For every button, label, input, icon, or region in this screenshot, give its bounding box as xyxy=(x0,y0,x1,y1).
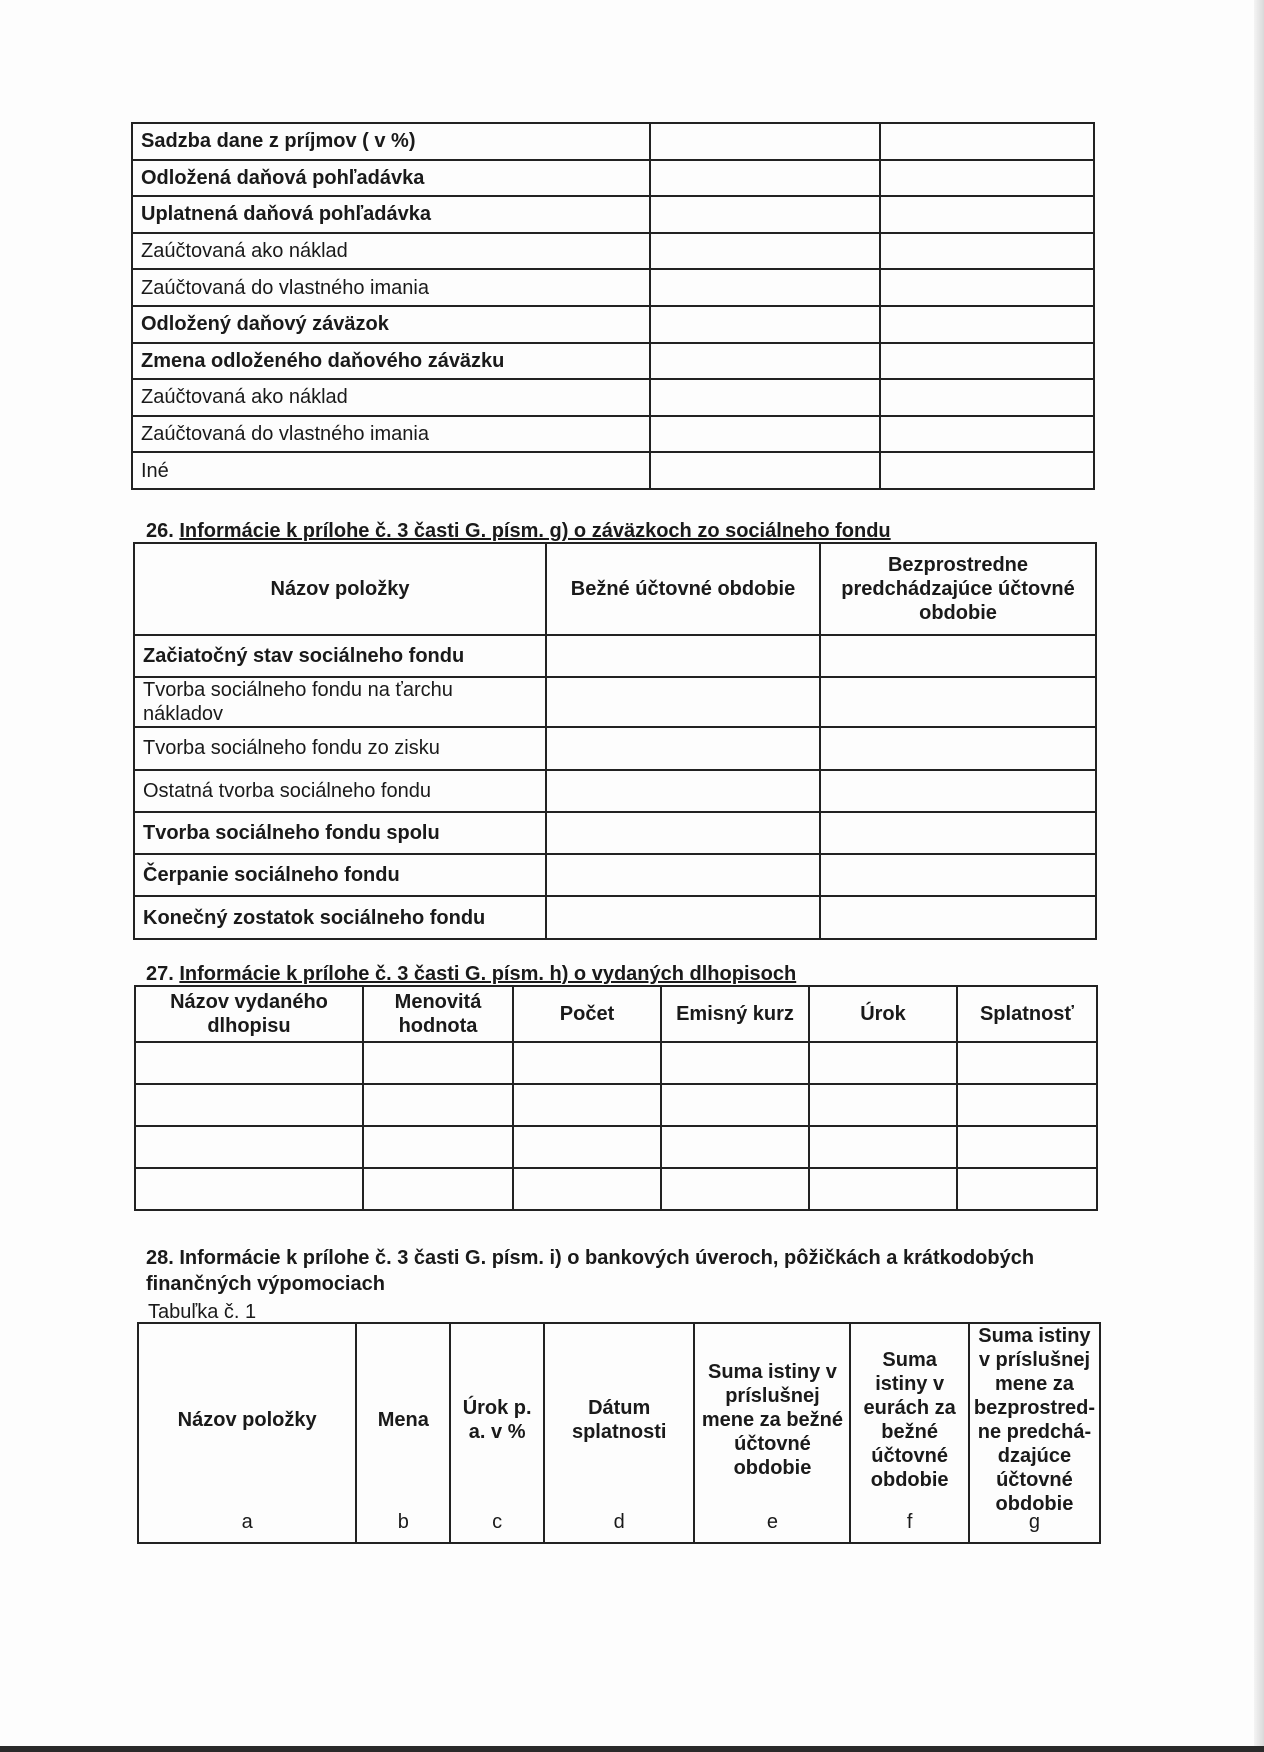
tax-previous-value-cell[interactable] xyxy=(880,269,1094,306)
loans-header-cell xyxy=(138,1323,356,1543)
section-26-number: 26. xyxy=(146,520,174,542)
tax-row xyxy=(132,233,1094,270)
loans-header-text: Suma istiny v príslušnej mene za bezprostred-ne predchá-dzajúce účtovné obdobie xyxy=(973,1325,1095,1515)
section-26-heading xyxy=(146,520,891,543)
bond-row xyxy=(135,1042,1097,1084)
loans-column-letter: b xyxy=(397,1511,409,1533)
tax-row-label: Odložená daňová pohľadávka xyxy=(132,160,650,197)
loans-header-cell xyxy=(969,1323,1100,1543)
bond-cell[interactable] xyxy=(513,1126,661,1168)
tax-row-label: Zmena odloženého daňového záväzku xyxy=(132,343,650,380)
header-item-name: Názov položky xyxy=(134,543,546,635)
tax-row xyxy=(132,269,1094,306)
loans-header-text: Mena xyxy=(377,1409,429,1431)
tax-current-value-cell[interactable] xyxy=(650,306,880,343)
social-previous-value-cell[interactable] xyxy=(820,770,1096,812)
social-fund-row xyxy=(134,677,1096,727)
tax-row xyxy=(132,452,1094,489)
bond-row xyxy=(135,1168,1097,1210)
tax-previous-value-cell[interactable] xyxy=(880,233,1094,270)
bond-cell[interactable] xyxy=(809,1084,957,1126)
bond-cell[interactable] xyxy=(661,1126,809,1168)
tax-current-value-cell[interactable] xyxy=(650,123,880,160)
loans-header-text: Dátum splatnosti xyxy=(571,1397,667,1443)
social-previous-value-cell[interactable] xyxy=(820,727,1096,769)
tax-current-value-cell[interactable] xyxy=(650,160,880,197)
tax-previous-value-cell[interactable] xyxy=(880,123,1094,160)
tax-previous-value-cell[interactable] xyxy=(880,196,1094,233)
social-previous-value-cell[interactable] xyxy=(820,896,1096,938)
social-current-value-cell[interactable] xyxy=(546,854,820,896)
loans-header-row xyxy=(138,1323,1100,1543)
social-current-value-cell[interactable] xyxy=(546,770,820,812)
tax-row-label: Zaúčtovaná ako náklad xyxy=(132,233,650,270)
social-current-value-cell[interactable] xyxy=(546,812,820,854)
tax-current-value-cell[interactable] xyxy=(650,269,880,306)
tax-previous-value-cell[interactable] xyxy=(880,379,1094,416)
bond-row xyxy=(135,1084,1097,1126)
bond-cell[interactable] xyxy=(513,1168,661,1210)
loans-column-letter: d xyxy=(613,1511,625,1533)
bonds-header-row xyxy=(135,986,1097,1042)
tax-previous-value-cell[interactable] xyxy=(880,306,1094,343)
social-fund-row xyxy=(134,770,1096,812)
social-fund-row-label: Tvorba sociálneho fondu zo zisku xyxy=(134,727,546,769)
loans-column-letter: e xyxy=(766,1511,779,1533)
bond-cell[interactable] xyxy=(957,1042,1097,1084)
section-27-title: Informácie k prílohe č. 3 časti G. písm. h) o vydaných dlhopisoch xyxy=(179,963,797,985)
tax-row xyxy=(132,160,1094,197)
loans-header-cell xyxy=(694,1323,850,1543)
tax-current-value-cell[interactable] xyxy=(650,379,880,416)
header-previous-period: Bezprostredne predchádzajúce účtovné obdobie xyxy=(820,543,1096,635)
bond-cell[interactable] xyxy=(513,1084,661,1126)
bond-cell[interactable] xyxy=(661,1042,809,1084)
loans-column-letter: a xyxy=(241,1511,253,1533)
bond-cell[interactable] xyxy=(661,1084,809,1126)
social-fund-row-label: Tvorba sociálneho fondu spolu xyxy=(134,812,546,854)
loans-column-letter: g xyxy=(1028,1511,1040,1533)
loans-table xyxy=(137,1322,1101,1544)
header-issue-rate: Emisný kurz xyxy=(661,986,809,1042)
header-bond-name: Názov vydaného dlhopisu xyxy=(135,986,363,1042)
social-previous-value-cell[interactable] xyxy=(820,677,1096,727)
social-fund-header-row xyxy=(134,543,1096,635)
bond-cell[interactable] xyxy=(363,1126,513,1168)
tax-current-value-cell[interactable] xyxy=(650,416,880,453)
header-nominal-value: Menovitá hodnota xyxy=(363,986,513,1042)
loans-column-letter: f xyxy=(906,1511,913,1533)
social-fund-row xyxy=(134,854,1096,896)
loans-header-text: Úrok p. a. v % xyxy=(462,1397,532,1443)
bond-cell[interactable] xyxy=(135,1168,363,1210)
section-28-number: 28. xyxy=(146,1247,174,1269)
section-26-title: Informácie k prílohe č. 3 časti G. písm. g) o záväzkoch zo sociálneho fondu xyxy=(179,520,891,542)
tax-row xyxy=(132,306,1094,343)
bond-cell[interactable] xyxy=(957,1084,1097,1126)
tax-row-label: Sadzba dane z príjmov ( v %) xyxy=(132,123,650,160)
tax-row-label: Zaúčtovaná do vlastného imania xyxy=(132,416,650,453)
tax-row xyxy=(132,343,1094,380)
social-current-value-cell[interactable] xyxy=(546,727,820,769)
tax-row-label: Uplatnená daňová pohľadávka xyxy=(132,196,650,233)
bond-cell[interactable] xyxy=(513,1042,661,1084)
bond-cell[interactable] xyxy=(363,1168,513,1210)
tax-row-label: Iné xyxy=(132,452,650,489)
social-fund-row-label: Konečný zostatok sociálneho fondu xyxy=(134,896,546,938)
bond-cell[interactable] xyxy=(363,1084,513,1126)
social-previous-value-cell[interactable] xyxy=(820,854,1096,896)
social-fund-row xyxy=(134,727,1096,769)
bond-cell[interactable] xyxy=(135,1084,363,1126)
tax-row xyxy=(132,123,1094,160)
tax-previous-value-cell[interactable] xyxy=(880,452,1094,489)
loans-header-cell xyxy=(850,1323,968,1543)
tax-current-value-cell[interactable] xyxy=(650,196,880,233)
page-bottom-edge xyxy=(0,1746,1264,1752)
social-current-value-cell[interactable] xyxy=(546,677,820,727)
tax-previous-value-cell[interactable] xyxy=(880,416,1094,453)
bond-cell[interactable] xyxy=(135,1126,363,1168)
header-count: Počet xyxy=(513,986,661,1042)
loans-header-cell xyxy=(450,1323,544,1543)
tax-row-label: Odložený daňový záväzok xyxy=(132,306,650,343)
tax-current-value-cell[interactable] xyxy=(650,343,880,380)
bond-cell[interactable] xyxy=(957,1168,1097,1210)
tax-previous-value-cell[interactable] xyxy=(880,343,1094,380)
table-label: Tabuľka č. 1 xyxy=(148,1301,257,1323)
loans-header-text: Suma istiny v príslušnej mene za bežné účtovné obdobie xyxy=(701,1361,844,1479)
loans-header-text: Názov položky xyxy=(177,1409,317,1431)
social-fund-row-label: Začiatočný stav sociálneho fondu xyxy=(134,635,546,677)
loans-header-cell xyxy=(544,1323,695,1543)
social-fund-row xyxy=(134,635,1096,677)
tax-row xyxy=(132,416,1094,453)
tax-previous-value-cell[interactable] xyxy=(880,160,1094,197)
bond-cell[interactable] xyxy=(135,1042,363,1084)
social-fund-row-label: Ostatná tvorba sociálneho fondu xyxy=(134,770,546,812)
deferred-tax-table xyxy=(131,122,1095,490)
social-current-value-cell[interactable] xyxy=(546,896,820,938)
social-fund-row xyxy=(134,812,1096,854)
tax-current-value-cell[interactable] xyxy=(650,233,880,270)
header-current-period: Bežné účtovné obdobie xyxy=(546,543,820,635)
bond-cell[interactable] xyxy=(661,1168,809,1210)
bond-cell[interactable] xyxy=(809,1168,957,1210)
section-27-heading xyxy=(146,963,796,986)
bond-cell[interactable] xyxy=(957,1126,1097,1168)
bond-cell[interactable] xyxy=(363,1042,513,1084)
header-interest: Úrok xyxy=(809,986,957,1042)
header-maturity: Splatnosť xyxy=(957,986,1097,1042)
bond-row xyxy=(135,1126,1097,1168)
tax-row-label: Zaúčtovaná do vlastného imania xyxy=(132,269,650,306)
social-fund-row xyxy=(134,896,1096,938)
social-fund-table xyxy=(133,542,1097,940)
section-28-heading xyxy=(146,1245,1096,1297)
loans-header-cell xyxy=(356,1323,450,1543)
section-28-title: Informácie k prílohe č. 3 časti G. písm. i) o bankových úveroch, pôžičkách a krátkodobých finančných výpomociach xyxy=(146,1247,1035,1295)
bond-cell[interactable] xyxy=(809,1042,957,1084)
social-fund-row-label: Tvorba sociálneho fondu na ťarchu nákladov xyxy=(134,677,546,727)
bond-cell[interactable] xyxy=(809,1126,957,1168)
section-27-number: 27. xyxy=(146,963,174,985)
social-current-value-cell[interactable] xyxy=(546,635,820,677)
bonds-table xyxy=(134,985,1098,1211)
tax-current-value-cell[interactable] xyxy=(650,452,880,489)
loans-column-letter: c xyxy=(492,1511,503,1533)
tax-row xyxy=(132,379,1094,416)
loans-header-text: Suma istiny v eurách za bežné účtovné obdobie xyxy=(863,1349,956,1491)
page-edge xyxy=(1254,0,1264,1752)
tax-row xyxy=(132,196,1094,233)
social-previous-value-cell[interactable] xyxy=(820,812,1096,854)
social-fund-row-label: Čerpanie sociálneho fondu xyxy=(134,854,546,896)
tax-row-label: Zaúčtovaná ako náklad xyxy=(132,379,650,416)
social-previous-value-cell[interactable] xyxy=(820,635,1096,677)
